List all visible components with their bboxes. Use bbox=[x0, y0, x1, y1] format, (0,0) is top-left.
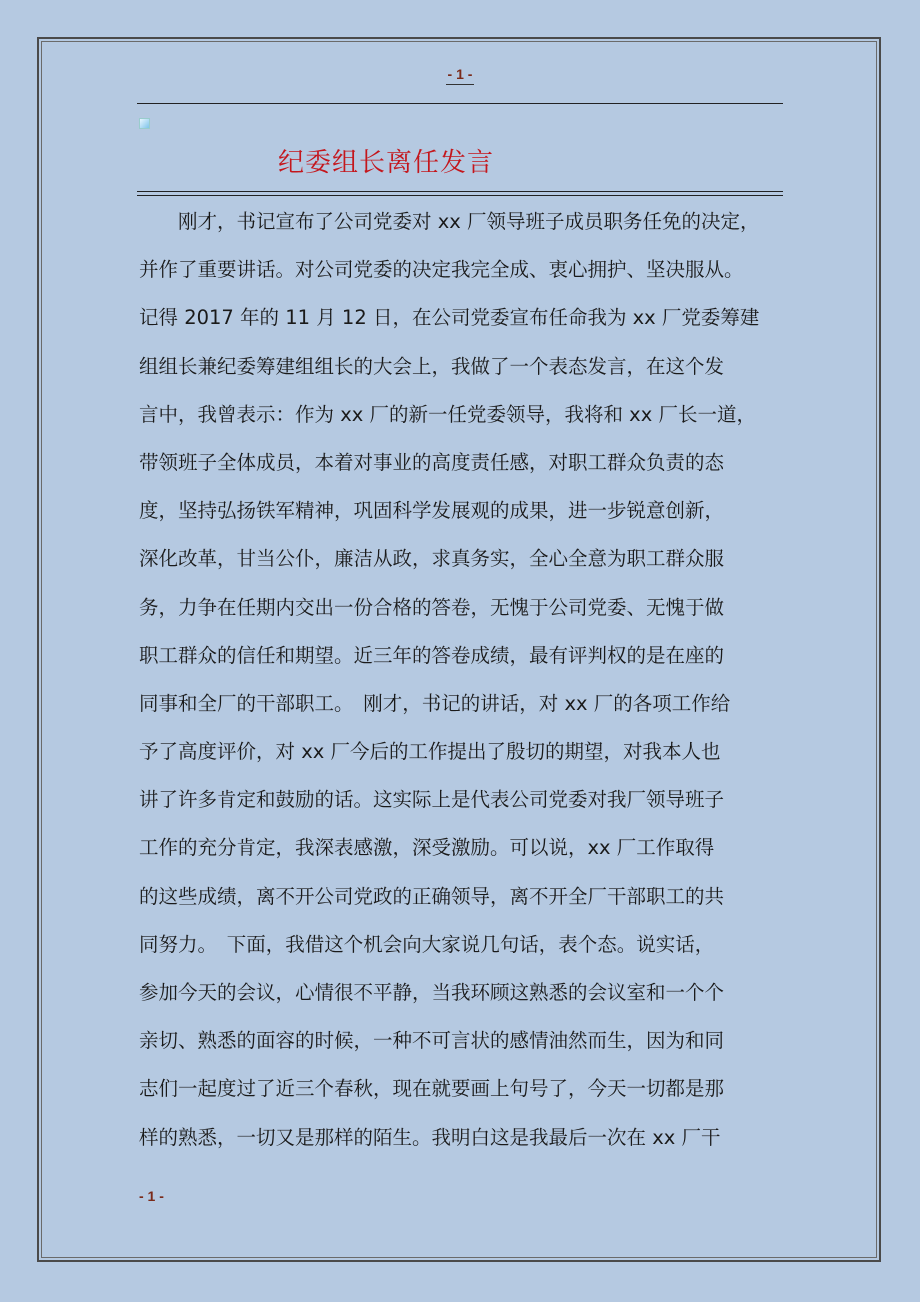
body-line: 亲切、熟悉的面容的时候，一种不可言状的感情油然而生，因为和同 bbox=[139, 1029, 725, 1053]
body-line: 参加今天的会议，心情很不平静，当我环顾这熟悉的会议室和一个个 bbox=[139, 981, 725, 1004]
body-line: 并作了重要讲话。对公司党委的决定我完全成、衷心拥护、坚决服从。 bbox=[139, 258, 744, 282]
body-line: 同事和全厂的干部职工。 刚才，书记的讲话，对 xx 厂的各项工作给 bbox=[139, 691, 731, 715]
image-placeholder-icon bbox=[139, 118, 150, 129]
body-line: 言中，我曾表示：作为 xx 厂的新一任党委领导，我将和 xx 厂长一道， bbox=[139, 402, 756, 426]
body-line: 的这些成绩，离不开公司党政的正确领导，离不开全厂干部职工的共 bbox=[139, 884, 725, 908]
body-line: 深化改革，甘当公仆，廉洁从政，求真务实，全心全意为职工群众服 bbox=[139, 547, 725, 571]
document-body bbox=[139, 198, 785, 1162]
body-line: 讲了许多肯定和鼓励的话。这实际上是代表公司党委对我厂领导班子 bbox=[139, 788, 725, 812]
title-double-divider bbox=[137, 191, 783, 196]
header-page-number-text: - 1 - bbox=[446, 66, 475, 85]
body-line: 工作的充分肯定，我深表感激，深受激励。可以说，xx 厂工作取得 bbox=[139, 836, 715, 860]
body-line: 予了高度评价，对 xx 厂今后的工作提出了殷切的期望，对我本人也 bbox=[139, 740, 721, 764]
body-line: 样的熟悉，一切又是那样的陌生。我明白这是我最后一次在 xx 厂干 bbox=[139, 1125, 721, 1149]
body-line: 务，力争在任期内交出一份合格的答卷，无愧于公司党委、无愧于做 bbox=[139, 595, 725, 619]
body-line: 带领班子全体成员，本着对事业的高度责任感，对职工群众负责的态 bbox=[139, 450, 725, 474]
body-line: 组组长兼纪委筹建组组长的大会上，我做了一个表态发言，在这个发 bbox=[139, 354, 725, 378]
header-divider bbox=[137, 103, 783, 104]
body-line: 志们一起度过了近三个春秋，现在就要画上句号了，今天一切都是那 bbox=[139, 1077, 725, 1101]
body-line: 刚才，书记宣布了公司党委对 xx 厂领导班子成员职务任免的决定， bbox=[139, 210, 760, 233]
footer-page-number: - 1 - bbox=[139, 1188, 164, 1204]
body-line: 记得 2017 年的 11 月 12 日，在公司党委宣布任命我为 xx 厂党委筹建 bbox=[139, 306, 760, 330]
body-line: 同努力。 下面，我借这个机会向大家说几句话，表个态。说实话， bbox=[139, 932, 715, 956]
body-line: 职工群众的信任和期望。近三年的答卷成绩，最有评判权的是在座的 bbox=[139, 643, 725, 667]
body-line: 度，坚持弘扬铁军精神，巩固科学发展观的成果，进一步锐意创新， bbox=[139, 499, 725, 523]
header-page-number bbox=[0, 66, 920, 85]
document-title: 纪委组长离任发言 bbox=[278, 148, 495, 178]
